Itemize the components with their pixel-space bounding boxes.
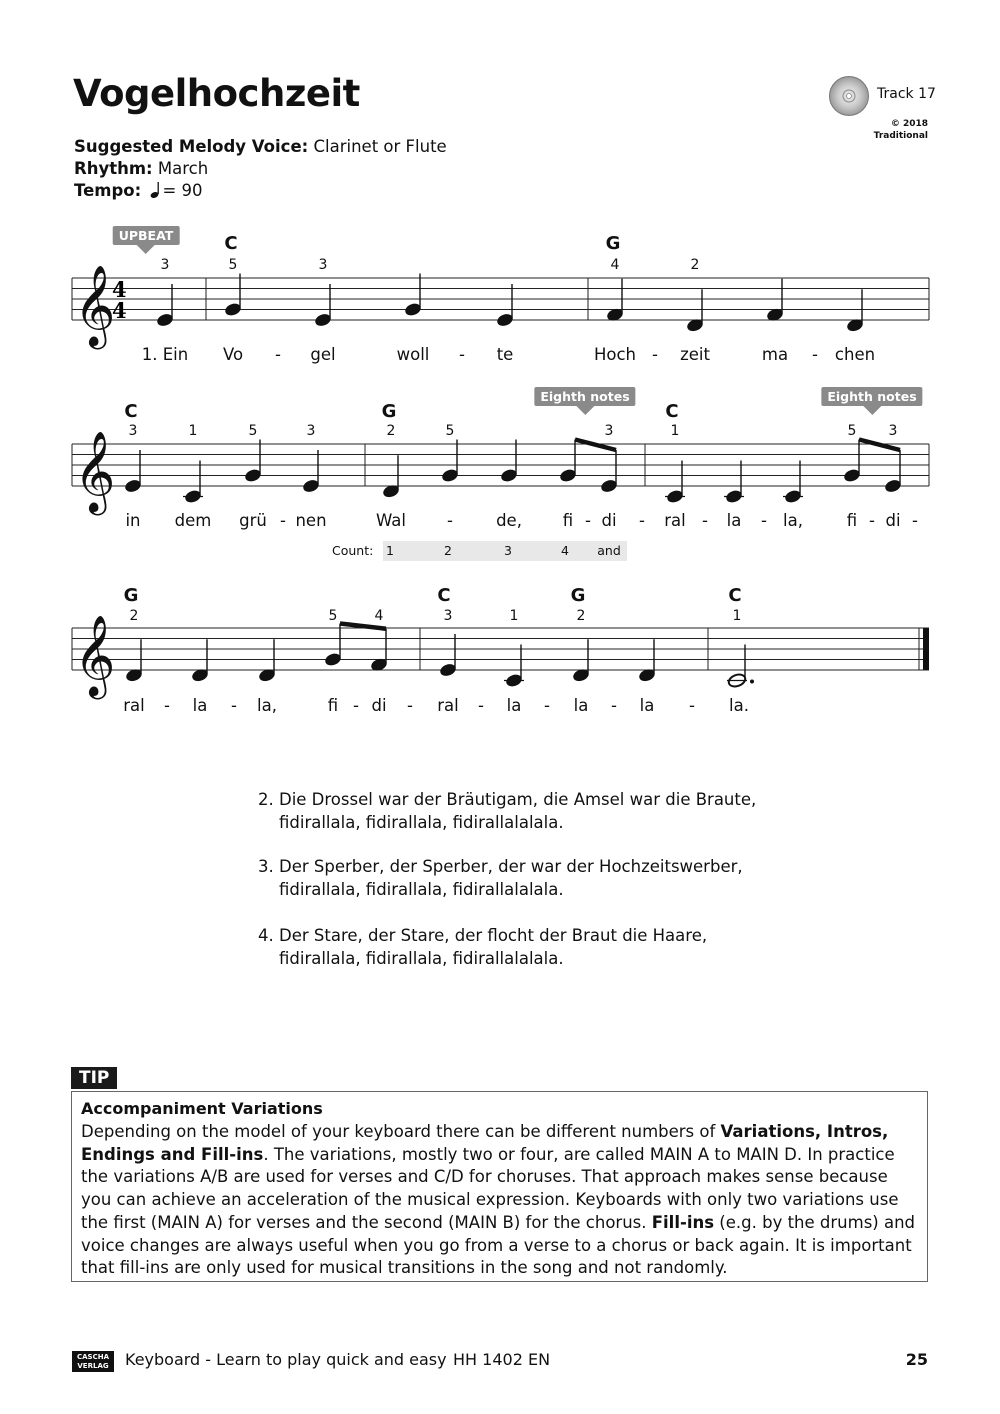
svg-text:𝄞: 𝄞 [74,430,116,512]
finger-number: 3 [443,608,453,624]
lyric-syllable: dem [174,511,212,530]
lyric-syllable: di [885,511,901,530]
finger-number: 2 [690,257,700,273]
lyric-syllable: la [506,696,522,715]
lyric-syllable: - [353,696,359,715]
finger-number: 3 [128,423,138,439]
verse-line: fidirallala, fidirallala, fidirallalalala. [279,813,564,832]
upbeat-badge: UPBEAT [113,226,180,245]
lyric-syllable: ral [437,696,459,715]
lyric-syllable: di [601,511,617,530]
lyric-syllable: - [459,345,465,364]
svg-text:𝄞: 𝄞 [74,614,116,696]
page-title: Vogelhochzeit [73,72,360,115]
finger-number: 2 [576,608,586,624]
count-beat: 1 [386,543,394,558]
lyric-syllable: 1. Ein [141,345,189,364]
note-head [600,479,618,494]
note-head [666,489,684,504]
lyric-syllable: - [280,511,286,530]
tip-text-part: . The variations, mostly two or four, are called MAIN A to MAIN D. In practice the variations A/B are used for verses and C/D for choruses. That approach makes sense because you can achieve an acceleration of the musical expression. Keyboards with only two variations use the first (MAIN A) for verses and the second (MAIN B) for the chorus. [81,1144,899,1232]
lyric-syllable: la, [257,696,277,715]
lyric-syllable: Vo [222,345,244,364]
tip-label: TIP [71,1067,117,1089]
finger-number: 5 [228,257,238,273]
tip-text-part: (e.g. by the drums) and voice changes are always useful when you go from a verse to a chorus or back again. It is important that fill-ins are only used for musical transitions in the song and not randomly. [81,1212,916,1278]
lyric-syllable: - [407,696,413,715]
lyric-syllable: chen [834,345,876,364]
footer-book-title: Keyboard - Learn to play quick and easy [125,1350,447,1369]
lyric-syllable: - [912,511,918,530]
chord-symbol: C [224,233,238,254]
count-beat: and [597,543,621,558]
lyric-syllable: - [761,511,767,530]
finger-number: 1 [188,423,198,439]
finger-number: 5 [248,423,258,439]
note-head [404,302,422,317]
chord-symbol: C [665,401,679,422]
melody-voice-value: Clarinet or Flute [313,137,447,156]
finger-number: 3 [160,257,170,273]
finger-number: 2 [386,423,396,439]
note-head [124,479,142,494]
rhythm-label: Rhythm: [74,159,153,178]
chord-symbol: G [123,585,139,606]
verse-number: 4. [258,926,274,945]
verse [258,924,707,970]
finger-number: 1 [670,423,680,439]
chord-symbol: C [728,585,742,606]
time-signature-top: 4 [112,277,127,302]
lyric-syllable: de, [496,511,522,530]
lyric-syllable: fi [562,511,574,530]
lyric-syllable: - [478,696,484,715]
tip-text [81,1121,921,1280]
verse-line: fidirallala, fidirallala, fidirallalalala. [279,880,564,899]
page-number: 25 [905,1350,928,1369]
lyric-syllable: te [496,345,514,364]
finger-number: 3 [888,423,898,439]
note-head [302,479,320,494]
lyric-syllable: - [652,345,658,364]
lyric-syllable: fi [846,511,858,530]
lyric-syllable: zeit [680,345,710,364]
note-head [324,652,342,667]
chord-symbol: C [437,585,451,606]
lyric-syllable: - [689,696,695,715]
lyric-syllable: ral [664,511,686,530]
note-head [184,489,202,504]
lyric-syllable: nen [295,511,327,530]
finger-number: 3 [306,423,316,439]
time-signature-bottom: 4 [112,298,127,323]
finger-number: 5 [847,423,857,439]
beam [859,440,900,451]
verse-line: Der Stare, der Stare, der flocht der Braut die Haare, [279,926,708,945]
lyric-syllable: ral [123,696,145,715]
note-head [224,302,242,317]
verse-line: Die Drossel war der Bräutigam, die Amsel war die Braute, [279,790,757,809]
tempo-value: = 90 [162,181,203,200]
beam [575,440,616,451]
footer-code: HH 1402 EN [453,1350,551,1369]
lyric-syllable: - [275,345,281,364]
rhythm-value: March [157,159,209,178]
eighth-notes-badge: Eighth notes [821,387,922,406]
count-label: Count: [332,543,374,558]
lyric-syllable: woll [396,345,430,364]
lyric-syllable: fi [327,696,339,715]
finger-number: 4 [610,257,620,273]
chord-symbol: G [570,585,586,606]
count-beat: 3 [504,543,512,558]
note-head [505,673,523,688]
lyric-syllable: in [125,511,141,530]
lyric-syllable: Wal [376,511,406,530]
lyric-syllable: - [611,696,617,715]
note-head [314,313,332,328]
lyric-syllable: la [192,696,208,715]
lyric-syllable: - [544,696,550,715]
verse-line: fidirallala, fidirallala, fidirallalalala. [279,949,564,968]
lyric-syllable: - [702,511,708,530]
track-number: Track 17 [877,86,936,102]
note-head [496,313,514,328]
note-head [244,468,262,483]
lyric-syllable: la [726,511,742,530]
eighth-notes-badge: Eighth notes [534,387,635,406]
verse-line: Der Sperber, der Sperber, der war der Hochzeitswerber, [279,857,743,876]
verse-number: 3. [258,857,274,876]
copyright-year: © 2018 [890,119,928,129]
chord-symbol: G [381,401,397,422]
finger-number: 2 [129,608,139,624]
note-head [725,489,743,504]
note-head [559,468,577,483]
lyric-syllable: - [447,511,453,530]
note-head [784,489,802,504]
tip-text-bold: Variations, Intros, Endings and Fill-ins [81,1122,889,1164]
lyric-syllable: ma [761,345,789,364]
lyric-syllable: Hoch [593,345,637,364]
note-head [500,468,518,483]
svg-text:𝄞: 𝄞 [74,264,116,346]
count-beat: 2 [444,543,452,558]
note-head [439,663,457,678]
tempo-label: Tempo: [74,181,142,200]
tip-title: Accompaniment Variations [81,1099,323,1118]
finger-number: 5 [328,608,338,624]
finger-number: 5 [445,423,455,439]
note-head [156,313,174,328]
finger-number: 3 [604,423,614,439]
lyric-syllable: di [371,696,387,715]
verse [258,855,743,901]
note-head [843,468,861,483]
lyric-syllable: la, [783,511,803,530]
finger-number: 3 [318,257,328,273]
lyric-syllable: grü [239,511,267,530]
lyric-syllable: - [585,511,591,530]
dot [750,680,754,684]
verse [258,788,756,834]
chord-symbol: C [124,401,138,422]
copyright-source: Traditional [873,131,928,141]
lyric-syllable: la [573,696,589,715]
count-beat: 4 [561,543,569,558]
lyric-syllable: - [812,345,818,364]
note-head [441,468,459,483]
melody-voice-label: Suggested Melody Voice: [74,137,309,156]
lyric-syllable: - [164,696,170,715]
lyric-syllable: - [231,696,237,715]
lyric-syllable: la [639,696,655,715]
finger-number: 1 [732,608,742,624]
lyric-syllable: gel [310,345,336,364]
note-head [884,479,902,494]
lyric-syllable: - [639,511,645,530]
finger-number: 1 [509,608,519,624]
finger-number: 4 [374,608,384,624]
verse-number: 2. [258,790,274,809]
chord-symbol: G [605,233,621,254]
publisher-logo: CASCHA VERLAG [72,1351,114,1372]
lyric-syllable: la. [729,696,749,715]
lyric-syllable: - [869,511,875,530]
tip-text-bold: Fill-ins [651,1212,715,1232]
tip-text-part: Depending on the model of your keyboard there can be different numbers of [81,1122,721,1141]
